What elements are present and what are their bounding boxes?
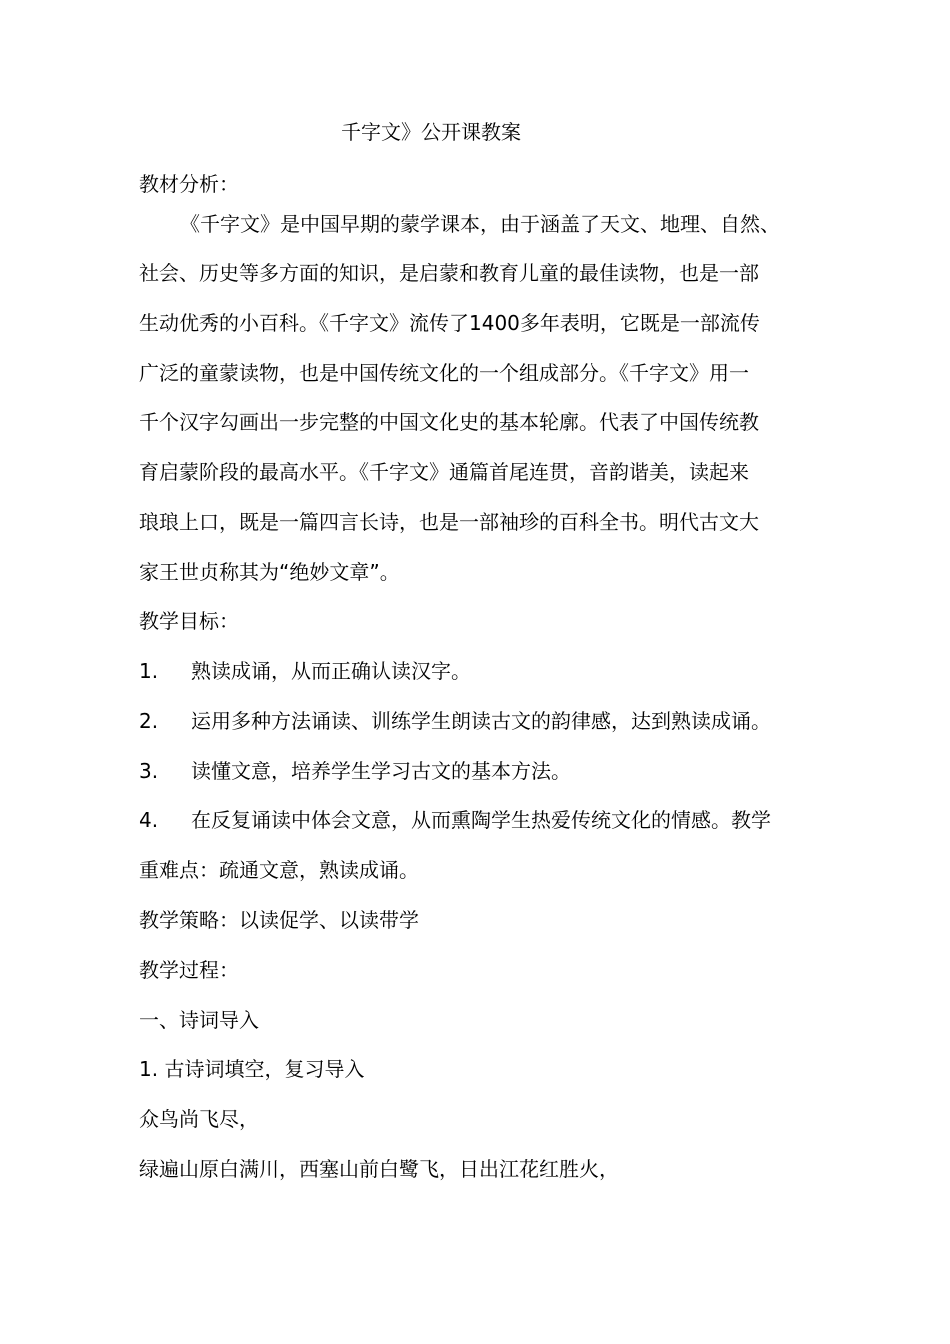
analysis-line: 家王世贞称其为“绝妙文章”。 bbox=[139, 560, 400, 584]
section-heading-analysis: 教材分析： bbox=[139, 172, 239, 196]
goal-number: 2. bbox=[139, 709, 159, 733]
goal-number: 1. bbox=[139, 659, 159, 683]
poem-line: 绿遍山原白满川，西塞山前白鹭飞，日出江花红胜火， bbox=[139, 1157, 619, 1181]
section-heading-goals: 教学目标： bbox=[139, 609, 239, 633]
goal-text: 读懂文意，培养学生学习古文的基本方法。 bbox=[191, 759, 571, 783]
analysis-line: 育启蒙阶段的最高水平。《千字文》通篇首尾连贯，音韵谐美，读起来 bbox=[139, 460, 749, 484]
page-title: 千字文》公开课教案 bbox=[341, 120, 521, 144]
section-heading-process: 教学过程： bbox=[139, 958, 239, 982]
goal-item bbox=[139, 808, 839, 832]
analysis-line: 琅琅上口，既是一篇四言长诗，也是一部袖珍的百科全书。明代古文大 bbox=[139, 510, 759, 534]
goal-number: 4. bbox=[139, 808, 159, 832]
goal-text: 运用多种方法诵读、训练学生朗读古文的韵律感，达到熟读成诵。 bbox=[191, 709, 771, 733]
analysis-line: 千个汉字勾画出一步完整的中国文化史的基本轮廓。代表了中国传统教 bbox=[139, 410, 759, 434]
goal-item bbox=[139, 759, 839, 783]
difficulty-line: 重难点：疏通文意，熟读成诵。 bbox=[139, 858, 419, 882]
step-heading: 1. 古诗词填空，复习导入 bbox=[139, 1057, 365, 1081]
analysis-line: 社会、历史等多方面的知识，是启蒙和教育儿童的最佳读物，也是一部 bbox=[139, 261, 759, 285]
goal-item bbox=[139, 659, 839, 683]
goal-text: 熟读成诵，从而正确认读汉字。 bbox=[191, 659, 471, 683]
analysis-line: 《千字文》是中国早期的蒙学课本，由于涵盖了天文、地理、自然、 bbox=[180, 212, 780, 236]
analysis-line: 生动优秀的小百科。《千字文》流传了1400多年表明，它既是一部流传 bbox=[139, 311, 760, 335]
analysis-line: 广泛的童蒙读物，也是中国传统文化的一个组成部分。《千字文》用一 bbox=[139, 361, 749, 385]
part-heading: 一、诗词导入 bbox=[139, 1008, 259, 1032]
goal-text: 在反复诵读中体会文意，从而熏陶学生热爱传统文化的情感。教学 bbox=[191, 808, 771, 832]
strategy-line: 教学策略：以读促学、以读带学 bbox=[139, 908, 419, 932]
goal-number: 3. bbox=[139, 759, 159, 783]
goal-item bbox=[139, 709, 839, 733]
poem-line: 众鸟尚飞尽， bbox=[139, 1107, 259, 1131]
